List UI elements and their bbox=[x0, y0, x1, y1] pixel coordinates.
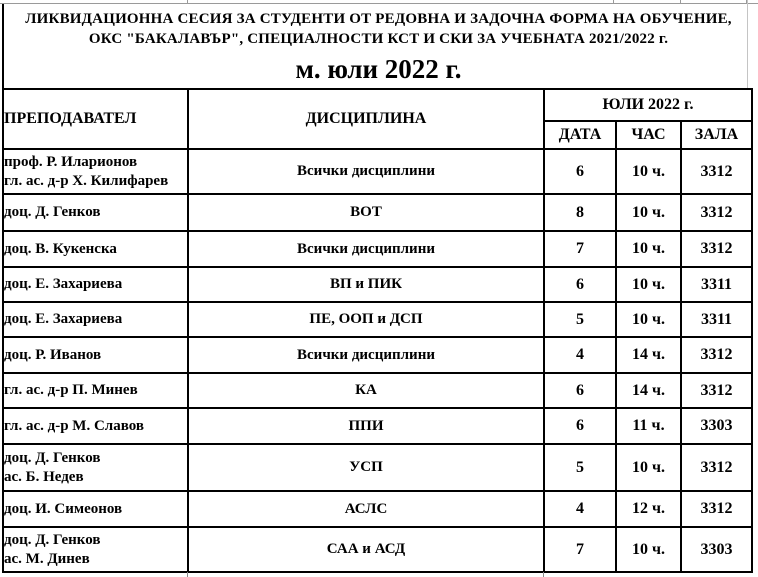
date-cell: 5 bbox=[544, 444, 616, 491]
hour-cell: 10 ч. bbox=[616, 302, 681, 337]
col-header-discipline: ДИСЦИПЛИНА bbox=[188, 89, 544, 149]
teacher-name-line: гл. ас. д-р П. Минев bbox=[4, 382, 138, 398]
teacher-cell bbox=[3, 444, 188, 491]
col-header-room: ЗАЛА bbox=[681, 121, 752, 149]
teacher-name-line: ас. М. Динев bbox=[4, 550, 90, 567]
teacher-name-line: доц. Д. Генков bbox=[4, 531, 101, 548]
teacher-cell bbox=[3, 231, 188, 267]
table-row bbox=[3, 302, 752, 337]
discipline-cell: ПЕ, ООП и ДСП bbox=[188, 302, 544, 337]
exam-schedule-table bbox=[2, 88, 753, 573]
hour-cell: 10 ч. bbox=[616, 444, 681, 491]
teacher-cell bbox=[3, 527, 188, 572]
room-cell: 3303 bbox=[681, 408, 752, 444]
hour-cell: 14 ч. bbox=[616, 337, 681, 373]
discipline-cell: Всички дисциплини bbox=[188, 337, 544, 373]
gridline-tick bbox=[613, 0, 614, 3]
date-cell: 6 bbox=[544, 267, 616, 302]
teacher-name-line: гл. ас. д-р М. Славов bbox=[4, 417, 144, 434]
room-cell: 3303 bbox=[681, 527, 752, 572]
hour-cell: 10 ч. bbox=[616, 231, 681, 267]
title-line-2: ОКС "БАКАЛАВЪР", СПЕЦИАЛНОСТИ КСТ И СКИ ЗА УЧЕБНАТА 2021/2022 г. bbox=[88, 31, 669, 47]
discipline-cell: АСЛС bbox=[188, 491, 544, 527]
room-cell: 3312 bbox=[681, 444, 752, 491]
discipline-cell: УСП bbox=[188, 444, 544, 491]
room-cell: 3312 bbox=[681, 231, 752, 267]
discipline-cell: ВОТ bbox=[188, 194, 544, 231]
discipline-cell: КА bbox=[188, 373, 544, 408]
teacher-name-line: доц. Д. Генков bbox=[4, 449, 101, 466]
table-row bbox=[3, 527, 752, 572]
teacher-name-line: ас. Б. Недев bbox=[4, 468, 84, 485]
hour-cell: 14 ч. bbox=[616, 373, 681, 408]
room-cell: 3312 bbox=[681, 194, 752, 231]
teacher-name-line: доц. В. Кукенска bbox=[4, 240, 117, 257]
teacher-cell bbox=[3, 149, 188, 194]
hour-cell: 10 ч. bbox=[616, 267, 681, 302]
table-row bbox=[3, 149, 752, 194]
table-row bbox=[3, 231, 752, 267]
date-cell: 5 bbox=[544, 302, 616, 337]
teacher-name-line: доц. Е. Захариева bbox=[4, 311, 123, 327]
table-row bbox=[3, 444, 752, 491]
col-header-hour: ЧАС bbox=[616, 121, 681, 149]
teacher-cell bbox=[3, 337, 188, 373]
gridline-tick bbox=[187, 572, 188, 577]
discipline-cell: Всички дисциплини bbox=[188, 149, 544, 194]
room-cell: 3312 bbox=[681, 149, 752, 194]
date-cell: 6 bbox=[544, 149, 616, 194]
discipline-cell: Всички дисциплини bbox=[188, 231, 544, 267]
room-cell: 3312 bbox=[681, 491, 752, 527]
teacher-name-line: доц. И. Симеонов bbox=[4, 500, 123, 517]
teacher-name-line: гл. ас. д-р Х. Килифарев bbox=[4, 172, 169, 189]
col-header-month-group: ЮЛИ 2022 г. bbox=[544, 89, 752, 121]
discipline-cell: ППИ bbox=[188, 408, 544, 444]
date-cell: 7 bbox=[544, 231, 616, 267]
gridline-tick bbox=[543, 572, 544, 577]
teacher-cell bbox=[3, 302, 188, 337]
hour-cell: 11 ч. bbox=[616, 408, 681, 444]
teacher-cell bbox=[3, 194, 188, 231]
table-row bbox=[3, 194, 752, 231]
teacher-name-line: доц. Е. Захариева bbox=[4, 276, 123, 292]
col-header-date: ДАТА bbox=[544, 121, 616, 149]
gridline-tick bbox=[187, 0, 188, 3]
date-cell: 4 bbox=[544, 337, 616, 373]
room-cell: 3312 bbox=[681, 337, 752, 373]
teacher-name-line: доц. Р. Иванов bbox=[4, 346, 102, 363]
date-cell: 6 bbox=[544, 408, 616, 444]
hour-cell: 10 ч. bbox=[616, 194, 681, 231]
teacher-cell bbox=[3, 408, 188, 444]
discipline-cell: САА и АСД bbox=[188, 527, 544, 572]
teacher-name-line: проф. Р. Иларионов bbox=[4, 153, 138, 170]
table-row bbox=[3, 337, 752, 373]
title-line-1: ЛИКВИДАЦИОННА СЕСИЯ ЗА СТУДЕНТИ ОТ РЕДОВНА И ЗАДОЧНА ФОРМА НА ОБУЧЕНИЕ, bbox=[25, 11, 732, 27]
hour-cell: 10 ч. bbox=[616, 149, 681, 194]
hour-cell: 10 ч. bbox=[616, 527, 681, 572]
room-cell: 3311 bbox=[681, 302, 752, 337]
document-title-block bbox=[2, 4, 753, 88]
teacher-cell bbox=[3, 373, 188, 408]
gridline-tick bbox=[680, 0, 681, 3]
table-row bbox=[3, 491, 752, 527]
date-cell: 6 bbox=[544, 373, 616, 408]
date-cell: 4 bbox=[544, 491, 616, 527]
title-month: м. юли 2022 г. bbox=[295, 54, 462, 84]
teacher-cell bbox=[3, 267, 188, 302]
table-row bbox=[3, 373, 752, 408]
room-cell: 3311 bbox=[681, 267, 752, 302]
col-header-teacher: ПРЕПОДАВАТЕЛ bbox=[3, 89, 188, 149]
date-cell: 8 bbox=[544, 194, 616, 231]
room-cell: 3312 bbox=[681, 373, 752, 408]
header-row-1 bbox=[3, 89, 752, 121]
table-row bbox=[3, 267, 752, 302]
teacher-name-line: доц. Д. Генков bbox=[4, 204, 101, 220]
discipline-cell: ВП и ПИК bbox=[188, 267, 544, 302]
teacher-cell bbox=[3, 491, 188, 527]
table-row bbox=[3, 408, 752, 444]
date-cell: 7 bbox=[544, 527, 616, 572]
hour-cell: 12 ч. bbox=[616, 491, 681, 527]
